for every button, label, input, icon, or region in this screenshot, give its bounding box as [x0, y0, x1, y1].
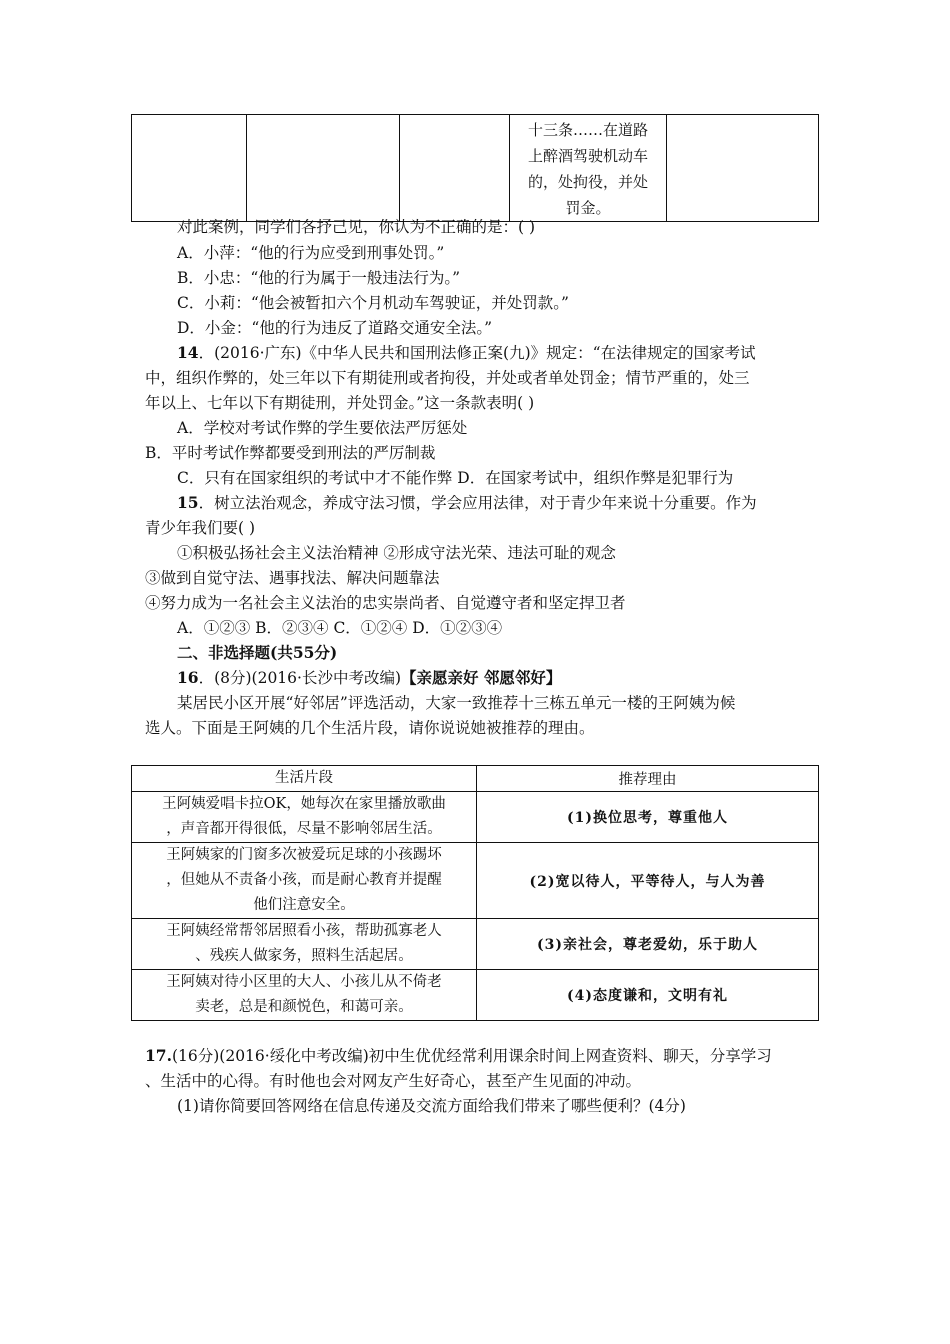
q13-option-d: D．小金：“他的行为违反了道路交通安全法。” — [177, 319, 493, 337]
table-row — [132, 919, 819, 970]
q14-line-3: 年以上、七年以下有期徒刑，并处罚金。”这一条款表明( ) — [145, 394, 535, 412]
q15-item-3: ③做到自觉守法、遇事找法、解决问题靠法 — [145, 569, 440, 587]
q17-line-1: 17.(16分)(2016·绥化中考改编)初中生优优经常利用课余时间上网查资料、聊天，分享学习 — [145, 1046, 772, 1065]
table-row — [132, 792, 819, 843]
header-fragment: 生活片段 — [132, 766, 477, 792]
fragment-cell: 王阿姨经常帮邻居照看小孩，帮助孤寡老人 、残疾人做家务，照料生活起居。 — [132, 919, 477, 970]
q15-item-4: ④努力成为一名社会主义法治的忠实崇尚者、自觉遵守者和坚定捍卫者 — [145, 594, 626, 612]
table-row — [132, 843, 819, 919]
header-reason: 推荐理由 — [477, 766, 819, 792]
reason-cell: (2)宽以待人，平等待人，与人为善 — [477, 843, 819, 919]
q16-line-3: 选人。下面是王阿姨的几个生活片段，请你说说她被推荐的理由。 — [145, 719, 595, 737]
reason-cell: (3)亲社会，尊老爱幼，乐于助人 — [477, 919, 819, 970]
fragment-cell: 王阿姨家的门窗多次被爱玩足球的小孩踢坏 ，但她从不责备小孩，而是耐心教育并提醒 他们注意安全。 — [132, 843, 477, 919]
q17-line-2: 、生活中的心得。有时他也会对网友产生好奇心，甚至产生见面的冲动。 — [145, 1072, 642, 1090]
q14-option-cd: C．只有在国家组织的考试中才不能作弊 D．在国家考试中，组织作弊是犯罪行为 — [177, 469, 734, 487]
q14-line-2: 中，组织作弊的，处三年以下有期徒刑或者拘役，并处或者单处罚金；情节严重的，处三 — [145, 369, 750, 387]
q13-option-c: C．小莉：“他会被暂扣六个月机动车驾驶证，并处罚款。” — [177, 294, 569, 312]
q15-item-1-2: ①积极弘扬社会主义法治精神 ②形成守法光荣、违法可耻的观念 — [177, 544, 616, 562]
q15-line-2: 青少年我们要( ) — [145, 519, 256, 537]
fragment-cell: 王阿姨对待小区里的大人、小孩儿从不倚老 卖老，总是和颜悦色，和蔼可亲。 — [132, 970, 477, 1021]
q16-number: 16 — [177, 668, 199, 687]
section-title: 二、非选择题(共55分) — [177, 643, 338, 662]
table-cell — [400, 115, 510, 222]
q16-line-1: 16．(8分)(2016·长沙中考改编)【亲愿亲好 邻愿邻好】 — [177, 668, 562, 687]
top-case-table — [131, 114, 819, 222]
table-row — [132, 970, 819, 1021]
q13-stem: 对此案例，同学们各抒己见，你认为不正确的是：( ) — [177, 218, 536, 236]
table-cell — [132, 115, 247, 222]
q14-line-1: 14．(2016·广东)《中华人民共和国刑法修正案(九)》规定：“在法律规定的国家考试 — [177, 343, 756, 362]
q14-option-a: A．学校对考试作弊的学生要依法严厉惩处 — [177, 419, 468, 437]
q14-number: 14 — [177, 343, 199, 362]
q15-options: A．①②③ B．②③④ C．①②④ D．①②③④ — [177, 619, 503, 637]
q15-line-1: 15．树立法治观念，养成守法习惯，学会应用法律，对于青少年来说十分重要。作为 — [177, 493, 757, 512]
q16-line-2: 某居民小区开展“好邻居”评选活动，大家一致推荐十三栋五单元一楼的王阿姨为候 — [177, 694, 736, 712]
q13-option-b: B．小忠：“他的行为属于一般违法行为。” — [177, 269, 460, 287]
table-cell-law-text: 十三条……在道路 上醉酒驾驶机动车 的，处拘役，并处 罚金。 — [510, 115, 667, 222]
reason-cell: (4)态度谦和，文明有礼 — [477, 970, 819, 1021]
table-header-row — [132, 766, 819, 792]
q16-topic: 【亲愿亲好 邻愿邻好】 — [401, 668, 562, 687]
q15-number: 15 — [177, 493, 199, 512]
table-cell — [247, 115, 400, 222]
table-cell — [667, 115, 819, 222]
q14-option-b: B．平时考试作弊都要受到刑法的严厉制裁 — [145, 444, 436, 462]
fragment-cell: 王阿姨爱唱卡拉OK，她每次在家里播放歌曲 ，声音都开得很低，尽量不影响邻居生活。 — [132, 792, 477, 843]
q13-option-a: A．小萍：“他的行为应受到刑事处罚。” — [177, 244, 445, 262]
reason-cell: (1)换位思考，尊重他人 — [477, 792, 819, 843]
q17-number: 17. — [145, 1046, 172, 1065]
life-fragment-table — [131, 765, 819, 1021]
q17-sub-1: (1)请你简要回答网络在信息传递及交流方面给我们带来了哪些便利？(4分) — [177, 1097, 686, 1115]
